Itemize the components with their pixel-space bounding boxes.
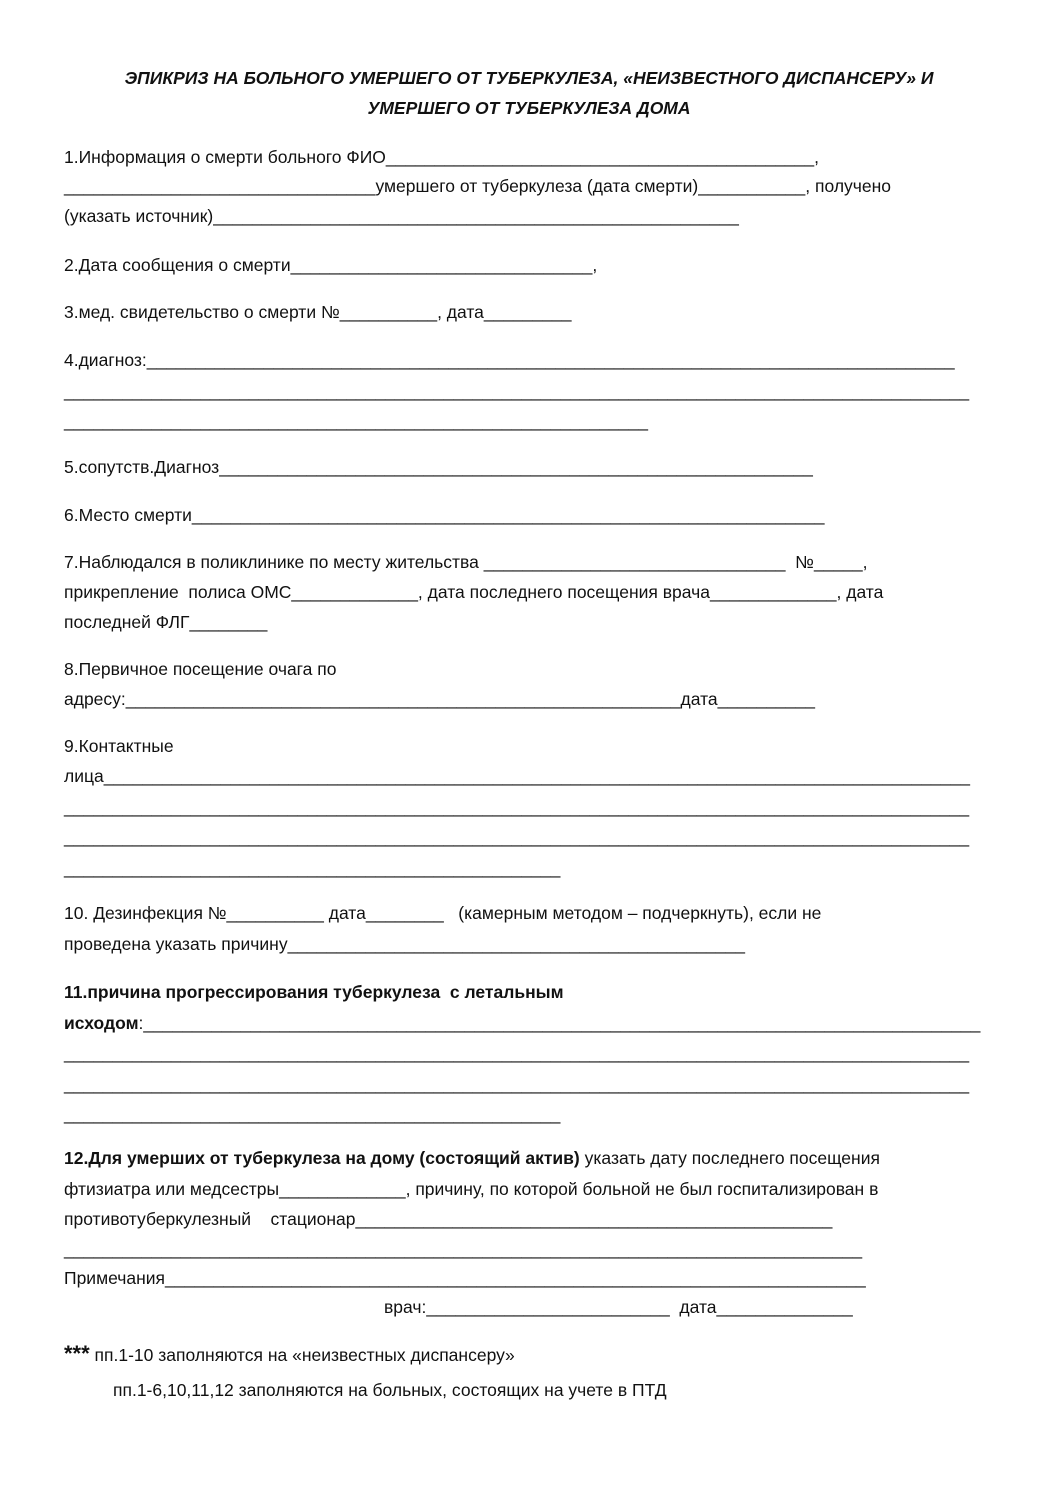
notes-line: Примечания________________________________________________________________________ [64,1268,866,1288]
item-11-line-3: _____________________________________________________________________________________________ [64,1043,970,1063]
item-9-line-2: лица_________________________________________________________________________________________ [64,766,970,786]
item-4-line-1: 4.диагноз:___________________________________________________________________________________ [64,350,955,370]
item-3-line: 3.мед. свидетельство о смерти №__________, дата_________ [64,302,572,322]
item-8-line-2: адресу:_________________________________________________________дата__________ [64,689,815,709]
item-11-line-4: _____________________________________________________________________________________________ [64,1074,970,1094]
item-12-bold-label: 12.Для умерших от туберкулеза на дому (состоящий актив) [64,1148,580,1168]
item-11-blank: :______________________________________________________________________________________ [138,1013,981,1033]
item-9-line-4: _____________________________________________________________________________________________ [64,827,970,847]
item-6-line: 6.Место смерти_________________________________________________________________ [64,505,825,525]
item-12-line-1 [64,1146,990,1170]
footnote-line-2: пп.1-6,10,11,12 заполняются на больных, состоящих на учете в ПТД [113,1380,667,1400]
form-title-line-2: УМЕРШЕГО ОТ ТУБЕРКУЛЕЗА ДОМА [367,98,691,118]
asterisks-mark: *** [64,1341,90,1366]
item-1-line-3: (указать источник)______________________________________________________ [64,206,739,226]
item-11-line-5: ___________________________________________________ [64,1104,561,1124]
item-11-line-2 [64,1011,990,1035]
item-1-line-2: ________________________________умершего от туберкулеза (дата смерти)___________, получено [64,176,892,196]
item-11-line-1: 11.причина прогрессирования туберкулеза с летальным [64,982,564,1002]
item-5-line: 5.сопутств.Диагноз_____________________________________________________________ [64,457,813,477]
item-7-line-1: 7.Наблюдался в поликлинике по месту жительства _______________________________ №_____, [64,552,868,572]
item-4-line-2: _____________________________________________________________________________________________ [64,381,970,401]
item-7-line-3: последней ФЛГ________ [64,612,268,632]
item-1-line-1: 1.Информация о смерти больного ФИО____________________________________________, [64,147,819,167]
item-11-bold-label: исходом [64,1013,139,1033]
item-7-line-2: прикрепление полиса ОМС_____________, дата последнего посещения врача_____________, дата [64,582,884,602]
item-10-line-1: 10. Дезинфекция №__________ дата________ (камерным методом – подчеркнуть), если не [64,903,822,923]
footnote-line-1 [64,1342,990,1367]
item-12-line-4: __________________________________________________________________________________ [64,1239,863,1259]
doctor-signature-line: врач:_________________________ дата______________ [384,1297,853,1317]
item-9-line-5: ___________________________________________________ [64,858,561,878]
item-12-line-3: противотуберкулезный стационар_________________________________________________ [64,1209,833,1229]
form-title-line-1: ЭПИКРИЗ НА БОЛЬНОГО УМЕРШЕГО ОТ ТУБЕРКУЛЕЗА, «НЕИЗВЕСТНОГО ДИСПАНСЕРУ» И [124,68,934,88]
item-12-text: указать дату последнего посещения [579,1148,880,1168]
item-10-line-2: проведена указать причину_______________________________________________ [64,934,746,954]
item-9-line-1: 9.Контактные [64,736,174,756]
item-9-line-3: _____________________________________________________________________________________________ [64,797,970,817]
item-2-line: 2.Дата сообщения о смерти_______________________________, [64,255,598,275]
footnote-text-1: пп.1-10 заполняются на «неизвестных диспансеру» [89,1345,515,1365]
item-12-line-2: фтизиатра или медсестры_____________, причину, по которой больной не был госпитализирован в [64,1179,879,1199]
item-8-line-1: 8.Первичное посещение очага по [64,659,337,679]
item-4-line-3: ____________________________________________________________ [64,411,648,431]
